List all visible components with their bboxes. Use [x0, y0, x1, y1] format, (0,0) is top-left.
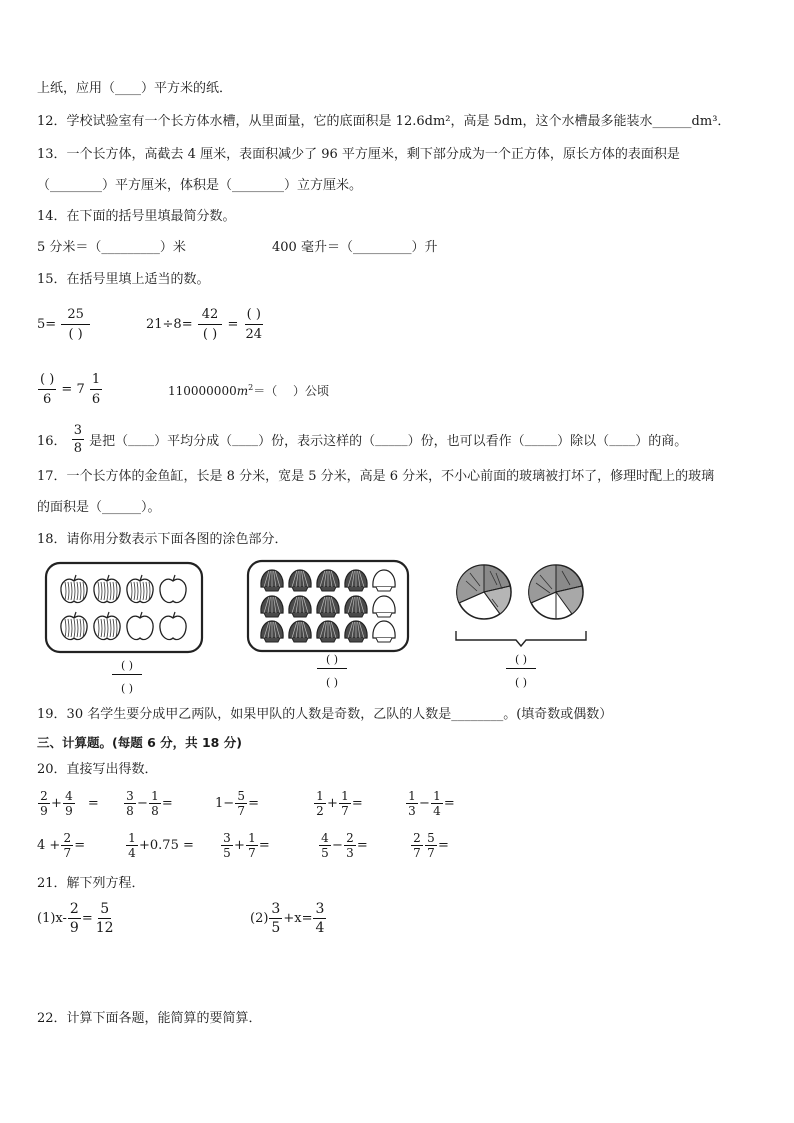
shell-icon	[345, 570, 367, 591]
question-15-title: 15．在括号里填上适当的数。	[37, 272, 210, 287]
question-19: 19．30 名学生要分成甲乙两队，如果甲队的人数是奇数，乙队的人数是________。(填奇数或偶数）	[37, 707, 613, 722]
calc-2: $\frac{3}{8}$ − $\frac{1}{8}$ =	[123, 789, 173, 818]
answer-blank[interactable]: ____	[115, 81, 142, 96]
answer-blank[interactable]: ______	[652, 114, 692, 129]
q15-equation-2: 21÷8= $\frac{42}{( )}$ = $\frac{( )}{24}$	[146, 307, 263, 342]
fraction: $\frac{( )}{6}$	[40, 372, 55, 407]
calc-7: $\frac{1}{4}$ +0.75 =	[125, 831, 194, 860]
answer-blank[interactable]: _________	[352, 240, 412, 255]
shell-icon	[289, 596, 311, 617]
answer-blank[interactable]: _____	[375, 432, 408, 447]
calc-8: $\frac{3}{5}$ + $\frac{1}{7}$ =	[220, 831, 270, 860]
shell-icon	[261, 621, 283, 642]
fraction: $\frac{25}{( )}$	[61, 305, 90, 344]
shell-icon	[345, 621, 367, 642]
fraction: $\frac{1}{6}$	[91, 372, 101, 407]
shell-icon	[289, 570, 311, 591]
apple-icon	[160, 575, 186, 603]
q15-equation-1: 5= $\frac{25}{( )}$	[37, 305, 91, 344]
apples-figure	[44, 561, 204, 654]
question-14-item2: 400 毫升＝（_________）升	[272, 240, 438, 255]
q15-equation-4: $110000000m^2=$（ ）公顷	[168, 383, 330, 398]
section-3-heading: 三、计算题。(每题 6 分，共 18 分)	[37, 735, 242, 750]
fraction: $\frac{3}{8}$	[73, 423, 82, 456]
shell-icon	[261, 570, 283, 591]
shell-icon	[317, 570, 339, 591]
equation-1: (1)x- $\frac{2}{9}$ = $\frac{5}{12}$	[37, 901, 114, 936]
fraction-answer-2[interactable]: ( ) ( )	[317, 654, 347, 689]
apple-icon	[61, 575, 87, 603]
answer-blank[interactable]: ________	[232, 178, 285, 193]
fraction-answer-3[interactable]: ( ) ( )	[506, 654, 536, 689]
question-16: 16． $\frac{3}{8}$ 是把（____）平均分成（____）份，表示这样的（_____）份，也可以看作（_____）除以（____）的商。	[37, 423, 688, 456]
question-18-title: 18．请你用分数表示下面各图的涂色部分．	[37, 532, 288, 547]
q15-equation-3: $\frac{( )}{6}$ = 7 $\frac{1}{6}$	[40, 372, 101, 407]
question-17-line2: 的面积是（______）。	[37, 500, 161, 515]
apple-icon	[94, 612, 120, 640]
question-13-line2: （________）平方厘米，体积是（________）立方厘米。	[37, 178, 363, 193]
shell-icon	[373, 570, 395, 591]
shell-icon	[317, 621, 339, 642]
question-12: 12．学校试验室有一个长方体水槽，从里面量，它的底面积是 12.6dm²，高是 5dm，这个水槽最多能装水______dm³．	[37, 114, 731, 129]
question-14-items: 5 分米＝（_________）米	[37, 240, 186, 255]
fraction: $\frac{42}{( )}$	[198, 305, 223, 344]
calc-3: 1− $\frac{5}{7}$ =	[215, 789, 260, 818]
answer-blank[interactable]: ____	[232, 432, 259, 447]
apple-icon	[127, 575, 153, 603]
shell-icon	[345, 596, 367, 617]
question-22-title: 22．计算下面各题，能简算的要简算．	[37, 1011, 262, 1026]
answer-blank[interactable]: ____	[128, 432, 155, 447]
answer-blank[interactable]: ______	[102, 500, 142, 515]
question-17-line1: 17．一个长方体的金鱼缸，长是 8 分米，宽是 5 分米，高是 6 分米，不小心前面的玻璃被打坏了，修理时配上的玻璃	[37, 469, 715, 484]
calc-9: $\frac{4}{5}$ − $\frac{2}{3}$ =	[318, 831, 368, 860]
circles-figure	[452, 561, 590, 651]
fraction-answer-1[interactable]: ( ) ( )	[112, 660, 142, 695]
q11-continuation: 上纸，应用（____）平方米的纸．	[37, 81, 233, 96]
answer-blank[interactable]: _____	[524, 432, 558, 447]
question-21-title: 21．解下列方程．	[37, 876, 145, 891]
equation-2: (2) $\frac{3}{5}$ +x= $\frac{3}{4}$	[250, 901, 325, 936]
calc-10: $\frac{2}{7}$ $\frac{5}{7}$ =	[410, 831, 449, 860]
answer-blank[interactable]: _________	[101, 240, 160, 255]
answer-blank[interactable]: ________	[50, 178, 103, 193]
question-20-title: 20．直接写出得数．	[37, 762, 158, 777]
shell-icon	[289, 621, 311, 642]
apple-icon	[160, 612, 186, 640]
calc-4: $\frac{1}{2}$ + $\frac{1}{7}$ =	[313, 789, 363, 818]
shell-icon	[373, 596, 395, 617]
calc-1: $\frac{2}{9}$ + $\frac{4}{9}$ =	[37, 789, 99, 818]
calc-6: 4 + $\frac{2}{7}$ =	[37, 831, 86, 860]
shells-figure	[246, 559, 410, 653]
shell-icon	[373, 621, 395, 642]
shell-icon	[261, 596, 283, 617]
apple-icon	[127, 612, 153, 640]
question-14-title: 14．在下面的括号里填最简分数。	[37, 209, 236, 224]
shell-icon	[317, 596, 339, 617]
question-13-line1: 13．一个长方体，高截去 4 厘米，表面积减少了 96 平方厘米，剩下部分成为一个正方体，原长方体的表面积是	[37, 147, 680, 162]
calc-5: $\frac{1}{3}$ − $\frac{1}{4}$ =	[405, 789, 455, 818]
answer-blank[interactable]: ________	[451, 707, 504, 722]
answer-blank[interactable]: ____	[609, 432, 636, 447]
fraction: $\frac{( )}{24}$	[245, 307, 263, 342]
apple-icon	[94, 575, 120, 603]
apple-icon	[61, 612, 87, 640]
